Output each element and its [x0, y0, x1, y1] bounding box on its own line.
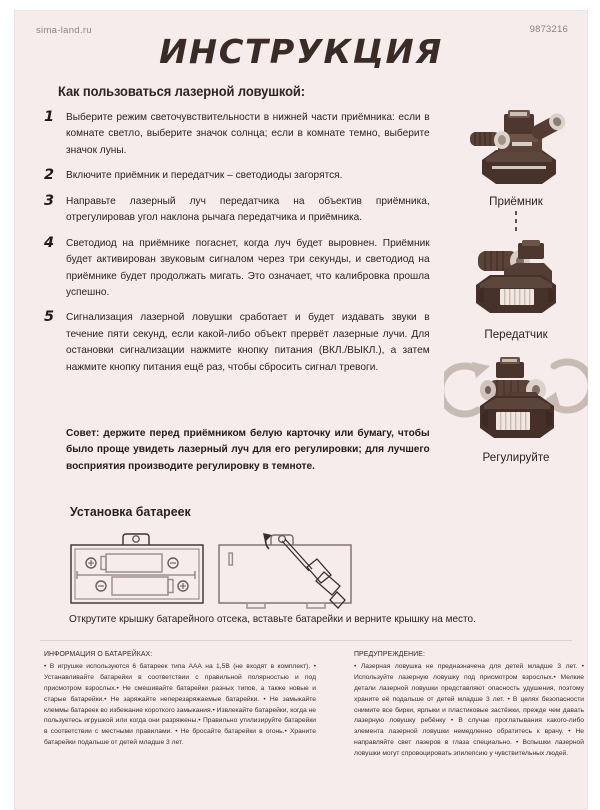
battery-diagram-svg	[69, 533, 369, 611]
step-number: 3	[44, 192, 55, 209]
fineprint-warning	[354, 649, 584, 760]
step-item	[44, 110, 439, 159]
steps-list	[44, 110, 439, 385]
step-item	[44, 236, 439, 302]
fineprint-title: ПРЕДУПРЕЖДЕНИЕ:	[354, 651, 425, 658]
step-number: 5	[44, 309, 55, 326]
step-number: 4	[44, 234, 55, 251]
fineprint-body: • Лазерная ловушка не предназначена для детей младше 3 лет. • Используйте лазерную ловушку под присмотром взрослых.• Мелкие детали лазерной ловушки представляют опасность удушения, поэтому храните её подальше от детей младше 3 лет. • В целях безопасности снимите все бирки, ярлыки и пластиковые застёжки, прежде чем давать лазерную ловушку ребёнку • В случае проглатывания какого-либо элемента лазерной ловушки немедленно обратитесь к врачу. • Не направляйте свет лазеров в глаза специально. • Вспышки лазерной ловушки могут спровоцировать эпилепсию у чувствительных людей.	[354, 663, 584, 757]
step-text: Сигнализация лазерной ловушки сработает и будет издавать звуки в течение пяти секунд, если какой-либо объект прервёт лазерные лучи. Для остановки сигнализации нажмите кнопку питания (ВКЛ./ВЫКЛ.), а затем нажмите кнопку питания ещё раз, чтобы сбросить сигнал тревоги.	[66, 312, 430, 373]
tip-text: Совет: держите перед приёмником белую карточку или бумагу, чтобы было проще увидеть лазерный луч для его регулировки; для лучшего восприятия производите регулировку в темноте.	[66, 428, 430, 472]
section-heading-howto: Как пользоваться лазерной ловушкой:	[58, 84, 305, 99]
step-number: 1	[44, 109, 55, 125]
site-brand: sima-land.ru	[36, 25, 92, 36]
fineprint-title: ИНФОРМАЦИЯ О БАТАРЕЙКАХ:	[44, 651, 153, 658]
adjust-device-icon	[444, 344, 588, 450]
fineprint-battery-info	[44, 649, 316, 749]
transmitter-device-icon	[456, 235, 576, 327]
connector-dots-icon	[515, 211, 517, 233]
product-transmitter	[442, 235, 588, 341]
battery-compartment-open-icon	[71, 534, 203, 603]
receiver-device-icon	[456, 98, 576, 194]
step-text: Включите приёмник и передатчик – светодиоды загорятся.	[66, 170, 343, 182]
battery-cover-screwdriver-icon	[219, 533, 351, 608]
rotation-arrow-left-head-icon	[472, 362, 490, 378]
battery-note: Открутите крышку батарейного отсека, вставьте батарейки и верните крышку на место.	[69, 614, 476, 625]
section-divider	[40, 640, 572, 641]
page-title: ИНСТРУКЦИЯ	[159, 32, 443, 71]
product-receiver	[442, 98, 588, 233]
sku-number: 9873216	[529, 24, 568, 35]
step-text: Светодиод на приёмнике погаснет, когда луч будет выровнен. Приёмник будет активирован звуковым сигналом через три секунды, и светодиод на приёмнике будет продолжать мигать. Это означает, что калибровка прошла успешно.	[66, 237, 430, 298]
step-text: Направьте лазерный луч передатчика на объектив приёмника, отрегулировав угол наклона рычага передатчика и приёмника.	[66, 195, 430, 224]
step-text: Выберите режим светочувствительности в нижней части приёмника: если в комнате светло, выберите значок солнца; если в комнате темно, выберите значок луны.	[66, 112, 430, 156]
product-adjust	[442, 344, 588, 464]
product-caption: Передатчик	[484, 328, 548, 341]
battery-diagram	[69, 533, 369, 616]
product-caption: Регулируйте	[482, 451, 550, 464]
step-item	[44, 310, 439, 376]
product-caption: Приёмник	[489, 195, 543, 208]
rotation-arrow-left-icon	[444, 366, 478, 414]
instruction-page	[14, 10, 588, 810]
step-item	[44, 194, 439, 227]
product-illustrations	[442, 98, 588, 467]
rotation-arrow-right-icon	[554, 362, 588, 410]
section-heading-battery: Установка батареек	[70, 504, 191, 519]
fineprint-body: • В игрушке используются 6 батареек типа ААА на 1,5В (не входят в комплект). • Устанавливайте батарейки в соответствии с правильной полярностью и под присмотром взрослых.• Не смешивайте батарейки разных типов, а также новые и старые батарейки.• Не заряжайте неперезаряжаемые батарейки. • Не замыкайте клеммы батареек во избежание короткого замыкания.• Извлекайте батарейки, когда не пользуетесь игрушкой или когда они разряжены.• Правильно утилизируйте батарейки в соответствии с местными правилами. • Не бросайте батарейки в огонь.• Храните батарейки подальше от детей младше 3 лет.	[44, 663, 316, 747]
step-item	[44, 168, 439, 184]
step-number: 2	[44, 167, 55, 184]
